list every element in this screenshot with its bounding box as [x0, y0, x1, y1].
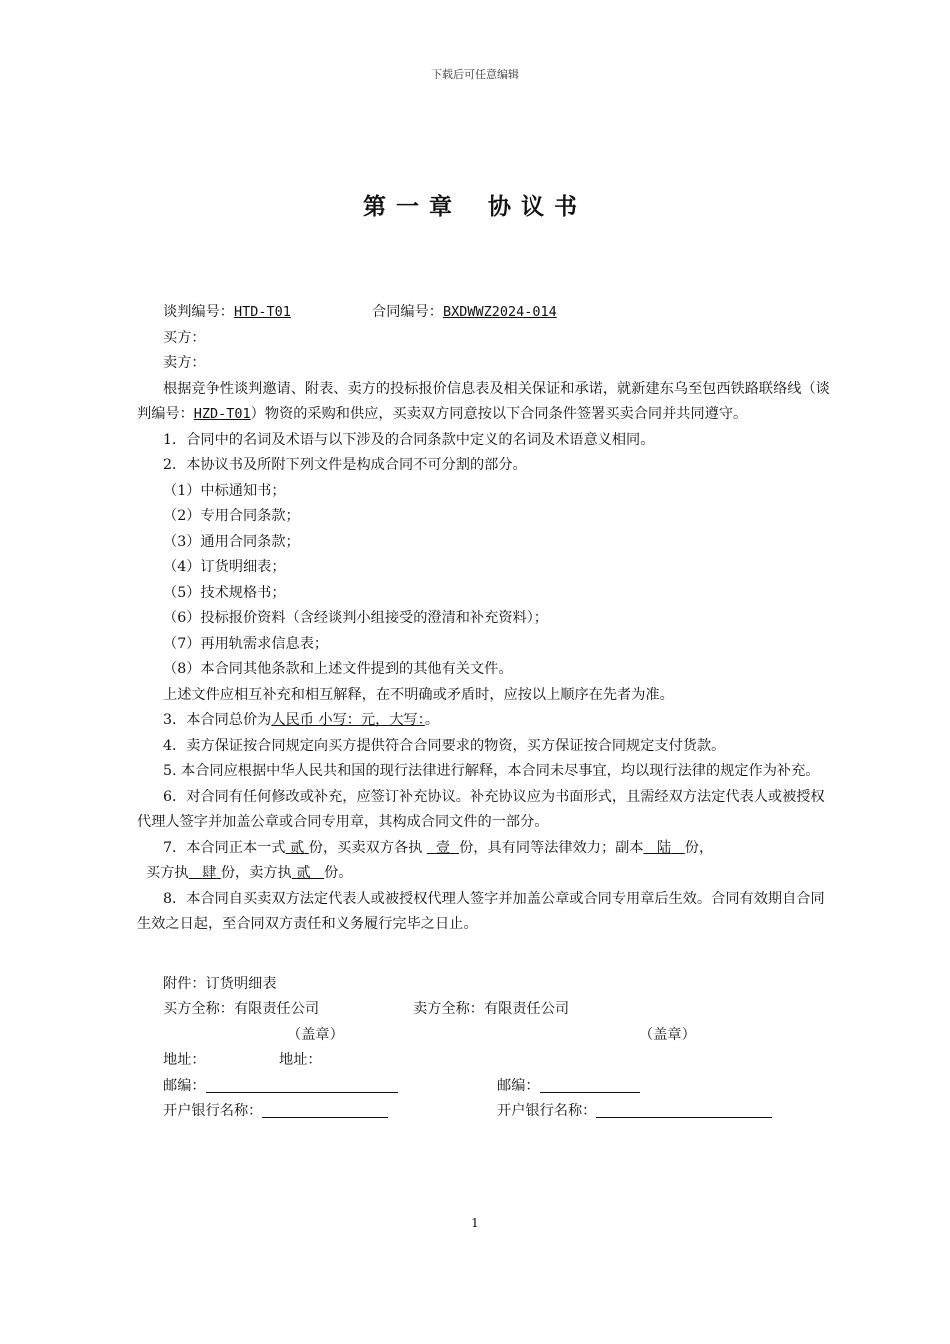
- total-price: 人民币 小写：元，大写：: [271, 712, 425, 728]
- doc-item-7: （7）再用轨需求信息表；: [163, 635, 329, 652]
- clause-1: 1．合同中的名词及术语与以下涉及的合同条款中定义的名词及术语意义相同。: [163, 431, 655, 448]
- original-count: 贰: [290, 839, 305, 856]
- seller-seal: （盖章）: [639, 1026, 696, 1043]
- order-note: 上述文件应相互补充和相互解释，在不明确或矛盾时，应按以上顺序在先者为准。: [163, 686, 674, 703]
- buyer-seal: （盖章）: [287, 1026, 344, 1043]
- attachment-line: 附件：订货明细表: [163, 975, 277, 992]
- buyer-zip-blank[interactable]: [206, 1075, 398, 1093]
- buyer-address: 地址：: [163, 1052, 206, 1068]
- seller-full-name: 卖方全称：有限责任公司: [413, 1001, 570, 1017]
- clause-5: 5. 本合同应根据中华人民共和国的现行法律进行解释，本合同未尽事宜，均以现行法律的规定作为补充。: [163, 763, 820, 779]
- doc-item-1: （1）中标通知书；: [163, 482, 286, 499]
- doc-item-4: （4）订货明细表；: [163, 559, 286, 575]
- intro-paragraph: 根据竞争性谈判邀请、附表、卖方的投标报价信息表及相关保证和承诺，就新建东乌至包西铁路联络线（谈判编号：HZD-T01）物资的采购和供应，买卖双方同意按以下合同条件签署买卖合同并共同遵守。: [137, 380, 830, 422]
- title-agreement: 协议书: [488, 193, 587, 220]
- title-chapter: 第一章: [363, 193, 462, 220]
- zip-row: [137, 1074, 837, 1100]
- clause-4: 4．卖方保证按合同规定向买方提供符合合同要求的物资，买方保证按合同规定支付货款。: [163, 737, 726, 754]
- negotiation-label: 谈判编号：: [163, 304, 234, 320]
- page-number: 1: [471, 1216, 479, 1230]
- document-body: [137, 300, 837, 1125]
- buyer-zip-label: 邮编：: [163, 1077, 206, 1094]
- clause-2: 2．本协议书及所附下列文件是构成合同不可分割的部分。: [163, 457, 527, 473]
- seller-bank-blank[interactable]: [596, 1100, 772, 1118]
- seller-address: 地址：: [279, 1052, 322, 1068]
- doc-item-8: （8）本合同其他条款和上述文件提到的其他有关文件。: [163, 661, 513, 677]
- bank-row: [137, 1099, 837, 1125]
- seal-row: [137, 1023, 837, 1049]
- buyer-line: 买方：: [163, 329, 206, 346]
- clause-8: 8．本合同自买卖双方法定代表人或被授权代理人签字并加盖公章或合同专用章后生效。合同有效期自合同生效之日起，至合同双方责任和义务履行完毕之日止。: [137, 890, 825, 932]
- page-title: [0, 188, 950, 221]
- contract-number: BXDWWZ2024-014: [442, 304, 557, 320]
- doc-item-2: （2）专用合同条款；: [163, 508, 300, 524]
- seller-zip-label: 邮编：: [497, 1077, 540, 1094]
- full-names-row: [137, 997, 837, 1023]
- buyer-bank-blank[interactable]: [262, 1100, 388, 1118]
- doc-item-3: （3）通用合同条款；: [163, 533, 300, 550]
- buyer-copy-count: 肆: [202, 865, 217, 881]
- negotiation-number: HTD-T01: [233, 304, 291, 320]
- doc-item-6: （6）投标报价资料（含经谈判小组接受的澄清和补充资料）；: [163, 610, 548, 626]
- clause-7: 7．本合同正本一式 贰 份，买卖双方各执 壹 份，具有同等法律效力；副本 陆 份，: [163, 839, 714, 856]
- address-row: [137, 1048, 837, 1074]
- clause-7-cont: 买方执 肆 份，卖方执 贰 份。: [146, 865, 353, 881]
- meta-numbers: [137, 300, 837, 326]
- seller-zip-blank[interactable]: [540, 1075, 640, 1093]
- contract-label: 合同编号：: [372, 304, 443, 320]
- buyer-full-name: 买方全称：有限责任公司: [163, 1001, 320, 1017]
- seller-bank-label: 开户银行名称：: [497, 1103, 597, 1119]
- each-party-count: 壹: [435, 839, 451, 856]
- seller-line: 卖方：: [163, 355, 206, 371]
- header-note: 下载后可任意编辑: [431, 68, 519, 81]
- doc-item-5: （5）技术规格书；: [163, 584, 286, 601]
- copy-count: 陆: [657, 839, 672, 856]
- clause-6: 6．对合同有任何修改或补充，应签订补充协议。补充协议应为书面形式，且需经双方法定代表人或被授权代理人签字并加盖公章或合同专用章，其构成合同文件的一部分。: [137, 788, 825, 830]
- intro-code: HZD-T01: [193, 406, 251, 422]
- clause-3: 3．本合同总价为人民币 小写：元，大写：。: [163, 712, 440, 728]
- buyer-bank-label: 开户银行名称：: [163, 1103, 263, 1119]
- seller-copy-count: 贰: [296, 865, 311, 881]
